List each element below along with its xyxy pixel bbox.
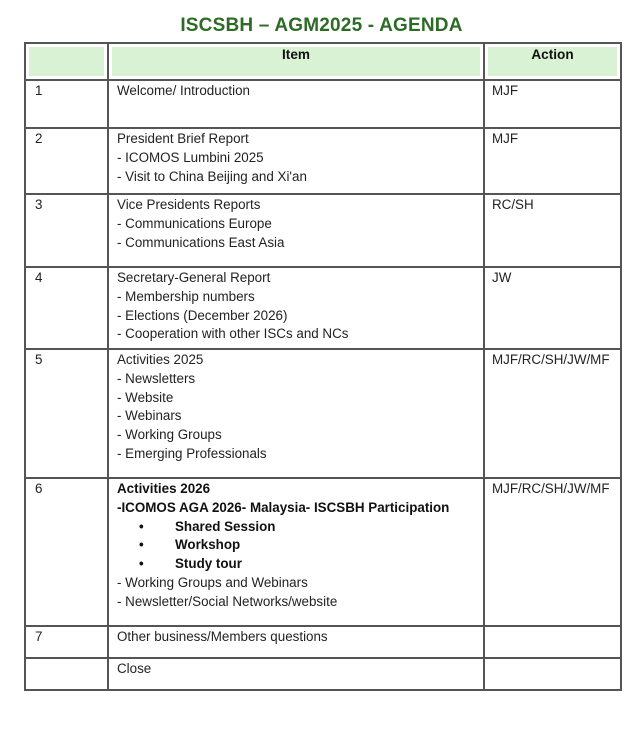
item-title: Welcome/ Introduction [117, 83, 250, 98]
item-number: 7 [35, 629, 43, 644]
action-cell [484, 194, 621, 267]
item-cell [108, 626, 484, 658]
item-subline: - Visit to China Beijing and Xi'an [117, 168, 307, 184]
bullet-item [117, 536, 483, 555]
header-number [25, 43, 108, 80]
item-subline: - Elections (December 2026) [117, 307, 288, 323]
item-number-cell [25, 128, 108, 194]
item-title: President Brief Report [117, 131, 249, 146]
header-item: Item [108, 43, 484, 80]
bullet-icon: • [139, 537, 144, 553]
item-number: 4 [35, 270, 43, 285]
item-title: Other business/Members questions [117, 629, 328, 644]
action-owner [485, 627, 620, 628]
table-row [25, 128, 621, 194]
header-action: Action [484, 43, 621, 80]
bullet-text: Study tour [175, 556, 242, 572]
item-subline: - Cooperation with other ISCs and NCs [117, 326, 349, 342]
item-subline: - Website [117, 389, 174, 405]
action-cell [484, 626, 621, 658]
agenda-table [24, 42, 622, 691]
item-number: 5 [35, 352, 43, 367]
table-row [25, 658, 621, 690]
table-row [25, 349, 621, 478]
item-subline: - Communications East Asia [117, 234, 285, 250]
bullet-icon: • [139, 556, 144, 572]
table-row [25, 267, 621, 349]
item-subline: - Emerging Professionals [117, 445, 267, 461]
item-subline: - Membership numbers [117, 288, 255, 304]
item-cell [108, 267, 484, 349]
item-number: 2 [35, 131, 43, 146]
item-number-cell [25, 194, 108, 267]
item-subline: - Newsletters [117, 370, 196, 386]
item-cell [108, 128, 484, 194]
item-title: Close [117, 661, 152, 676]
item-title: Vice Presidents Reports [117, 197, 261, 212]
action-cell [484, 349, 621, 478]
header-row [25, 43, 621, 80]
action-owner: MJF [492, 83, 519, 98]
item-subline: - Working Groups [117, 427, 222, 443]
item-title: Activities 2026 [117, 481, 211, 496]
bullet-item [117, 518, 483, 537]
item-number-cell [25, 626, 108, 658]
action-cell [484, 478, 621, 626]
action-owner: JW [492, 270, 512, 285]
table-row [25, 626, 621, 658]
item-subline: - Webinars [117, 408, 182, 424]
item-title: Secretary-General Report [117, 270, 271, 285]
item-number [26, 659, 107, 660]
item-cell [108, 349, 484, 478]
item-subline: - Working Groups and Webinars [117, 574, 308, 590]
page-title: ISCSBH – AGM2025 - AGENDA [180, 15, 463, 36]
item-subline: -ICOMOS AGA 2026- Malaysia- ISCSBH Participation [117, 499, 450, 515]
item-number-cell [25, 349, 108, 478]
action-owner: MJF/RC/SH/JW/MF [492, 352, 610, 367]
table-row [25, 478, 621, 626]
item-number: 3 [35, 197, 43, 212]
table-row [25, 80, 621, 128]
action-owner [485, 659, 620, 660]
item-cell [108, 194, 484, 267]
item-number-cell [25, 478, 108, 626]
bullet-text: Shared Session [175, 518, 276, 534]
action-owner: MJF [492, 131, 519, 146]
action-cell [484, 80, 621, 128]
item-number-cell [25, 658, 108, 690]
item-number-cell [25, 267, 108, 349]
action-cell [484, 128, 621, 194]
action-owner: RC/SH [492, 197, 534, 212]
item-cell [108, 658, 484, 690]
action-cell [484, 267, 621, 349]
item-number: 6 [35, 481, 43, 496]
item-cell [108, 478, 484, 626]
item-number: 1 [35, 83, 43, 98]
item-subline: - Newsletter/Social Networks/website [117, 593, 338, 609]
bullet-text: Workshop [175, 537, 241, 553]
bullet-icon: • [139, 518, 144, 534]
item-number-cell [25, 80, 108, 128]
item-subline: - ICOMOS Lumbini 2025 [117, 149, 264, 165]
item-cell [108, 80, 484, 128]
table-row [25, 194, 621, 267]
item-title: Activities 2025 [117, 352, 204, 367]
bullet-item [117, 555, 483, 574]
action-cell [484, 658, 621, 690]
item-subline: - Communications Europe [117, 215, 272, 231]
action-owner: MJF/RC/SH/JW/MF [492, 481, 610, 496]
